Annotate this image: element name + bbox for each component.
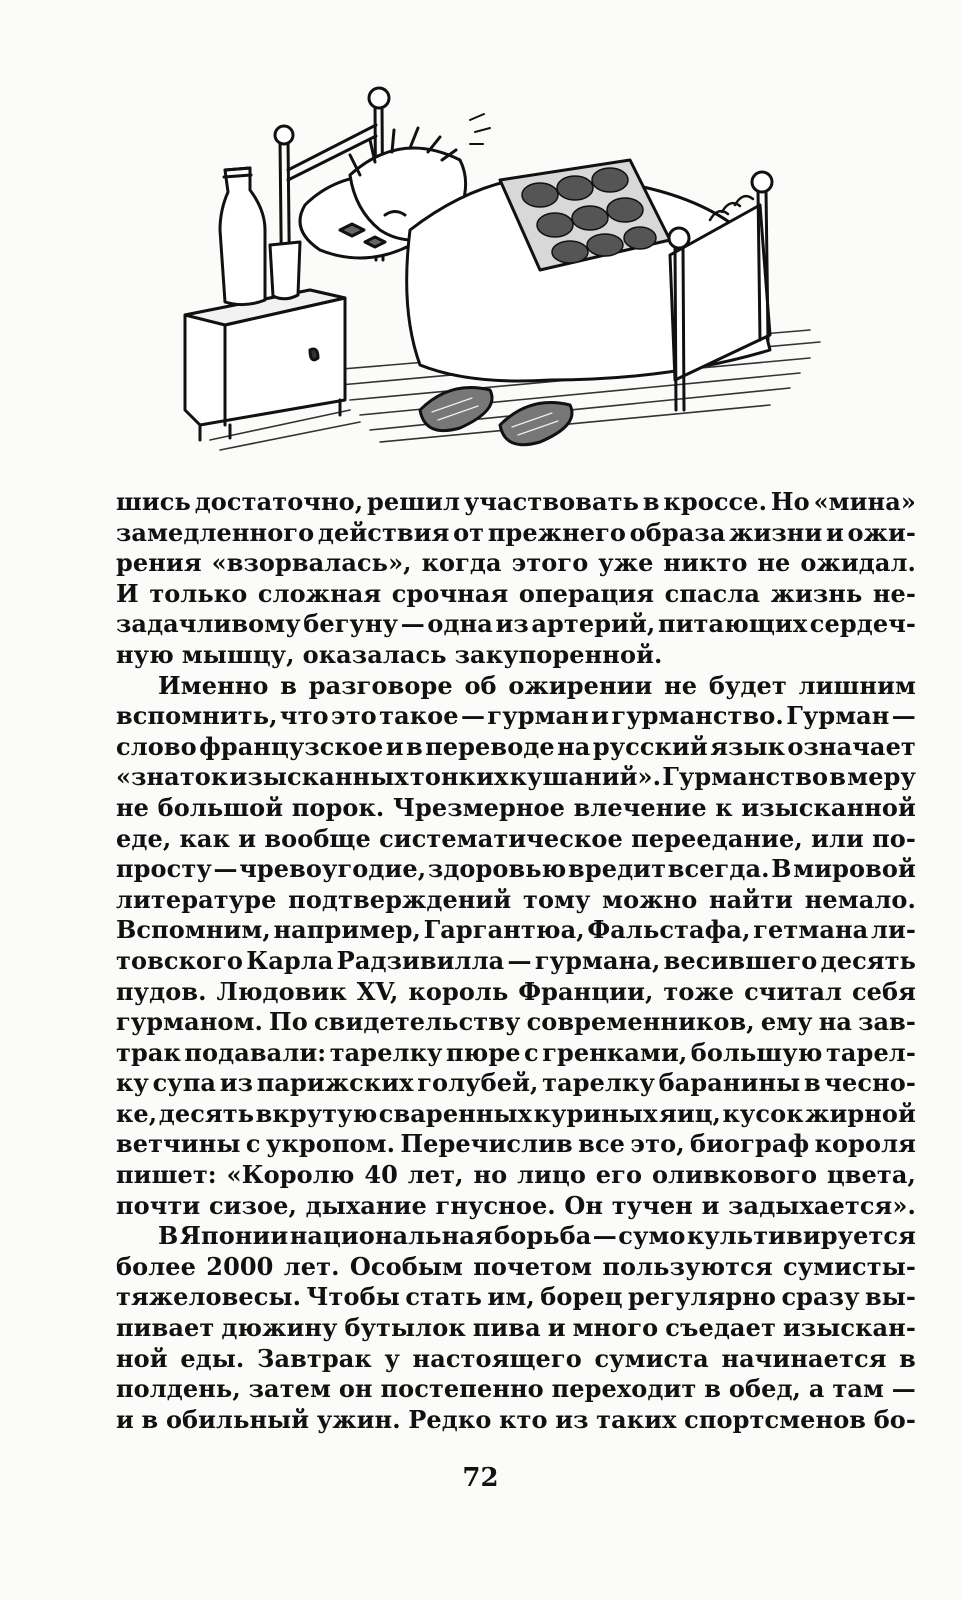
- text-line: шись достаточно, решил участвовать в кроссе. Но «мина»: [116, 487, 916, 516]
- text-line: ку супа из парижских голубей, тарелку баранины в чесно-: [116, 1068, 916, 1098]
- text-line: и в обильный ужин. Редко кто из таких спортсменов бо-: [116, 1404, 916, 1434]
- text-line: полдень, затем он постепенно переходит в обед, а там —: [116, 1374, 916, 1404]
- text-line: ветчины с укропом. Перечислив все это, биограф короля: [116, 1129, 916, 1159]
- text-line: И только сложная срочная операция спасла жизнь не-: [116, 578, 916, 608]
- text-line: В Японии национальная борьба — сумо культивируется: [158, 1221, 916, 1251]
- text-line: просту — чревоугодие, здоровью вредит всегда. В мировой: [116, 854, 916, 884]
- text-line: задачливому бегуну — одна из артерий, питающих сердеч-: [116, 609, 916, 639]
- body-text: [116, 487, 916, 1435]
- text-line: Вспомним, например, Гаргантюа, Фальстафа, гетмана ли-: [116, 915, 916, 945]
- text-line: вспомнить, что это такое — гурман и гурманство. Гурман —: [116, 701, 916, 731]
- text-line: пишет: «Королю 40 лет, но лицо его оливкового цвета,: [116, 1160, 916, 1190]
- sleeping-man-in-bed-illustration: [170, 80, 830, 460]
- text-line: ке, десять вкрутую сваренных куриных яиц, кусок жирной: [116, 1098, 916, 1128]
- text-line: «знаток изысканных тонких кушаний». Гурманство в меру: [116, 762, 916, 792]
- text-line: товского Карла Радзивилла — гурмана, весившего десять: [116, 945, 916, 975]
- text-line: не большой порок. Чрезмерное влечение к изысканной: [116, 792, 916, 822]
- text-line: пивает дюжину бутылок пива и много съедает изыскан-: [116, 1313, 916, 1343]
- text-line: более 2000 лет. Особым почетом пользуются сумисты-: [116, 1251, 916, 1281]
- text-line: трак подавали: тарелку пюре с гренками, большую тарел-: [116, 1037, 916, 1067]
- text-line: замедленного действия от прежнего образа жизни и ожи-: [116, 517, 916, 547]
- text-line: Именно в разговоре об ожирении не будет лишним: [158, 670, 916, 700]
- text-line: литературе подтверждений тому можно найти немало.: [116, 884, 916, 914]
- text-line: гурманом. По свидетельству современников, ему на зав-: [116, 1007, 916, 1037]
- text-line: ной еды. Завтрак у настоящего сумиста начинается в: [116, 1343, 916, 1373]
- text-line: почти сизое, дыхание гнусное. Он тучен и задыхается».: [116, 1190, 916, 1220]
- text-line: слово французское и в переводе на русский язык означает: [116, 731, 916, 761]
- text-line: ную мышцу, оказалась закупоренной.: [116, 639, 663, 669]
- text-line: еде, как и вообще систематическое переедание, или по-: [116, 823, 916, 853]
- text-line: рения «взорвалась», когда этого уже никто не ожидал.: [116, 548, 916, 578]
- text-line: пудов. Людовик XV, король Франции, тоже считал себя: [116, 976, 916, 1006]
- text-line: тяжеловесы. Чтобы стать им, борец регулярно сразу вы-: [116, 1282, 916, 1312]
- page-number: 72: [462, 1463, 499, 1493]
